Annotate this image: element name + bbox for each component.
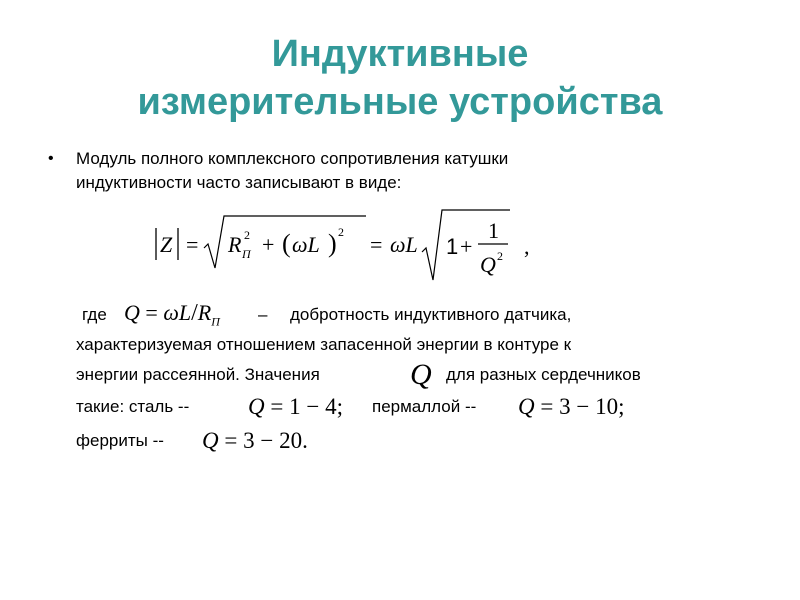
body-line-4a: энергии рассеянной. Значения <box>76 365 320 384</box>
dash: – <box>258 305 268 324</box>
formula-paren-open: ( <box>282 229 291 258</box>
intro-line-1: Модуль полного комплексного сопротивления катушки <box>76 149 509 168</box>
formula-r-sub: П <box>242 247 251 261</box>
formula-den-sq: 2 <box>497 249 503 263</box>
formula-plus-2: + <box>460 234 473 259</box>
permalloy-label: пермаллой -- <box>372 397 477 416</box>
formula-r-sq: 2 <box>244 228 250 242</box>
ferrite-label: ферриты -- <box>76 431 164 450</box>
title-line-2: измерительные устройства <box>137 81 663 123</box>
q-definition-formula: $Q = \omega L/R_П$ <box>124 300 220 329</box>
formula-plus: + <box>262 232 275 257</box>
formula-r: R <box>228 232 242 257</box>
formula-den: Q <box>480 252 496 277</box>
steel-label: такие: сталь -- <box>76 397 190 416</box>
ferrite-q-formula: Q = 3 − 20. <box>202 428 308 453</box>
q-symbol: Q <box>410 358 432 391</box>
formula-num: 1 <box>488 218 499 243</box>
formula-paren-close: ) <box>328 229 337 258</box>
slide-title <box>0 30 800 126</box>
body-line-4b: для разных сердечников <box>446 365 641 384</box>
formula-comma: , <box>524 234 530 259</box>
quality-definition-text: добротность индуктивного датчика, <box>290 305 572 324</box>
permalloy-q-formula: Q = 3 − 10; <box>518 394 625 419</box>
impedance-formula <box>152 206 552 286</box>
formula-z: Z <box>160 232 173 257</box>
bullet-marker: • <box>48 150 54 167</box>
title-line-1: Индуктивные <box>271 33 529 75</box>
formula-one: 1 <box>446 234 459 259</box>
formula-eq-2: = <box>370 232 383 257</box>
formula-omega-l: ωL <box>292 232 320 257</box>
formula-eq-1: = <box>186 232 199 257</box>
steel-q-formula: Q = 1 − 4; <box>248 394 343 419</box>
intro-line-2: индуктивности часто записывают в виде: <box>76 173 402 192</box>
where-word: где <box>82 305 107 324</box>
body-line-3: характеризуемая отношением запасенной энергии в контуре к <box>76 335 572 354</box>
formula-omega-l-2: ωL <box>390 232 418 257</box>
formula-paren-sq: 2 <box>338 225 344 239</box>
